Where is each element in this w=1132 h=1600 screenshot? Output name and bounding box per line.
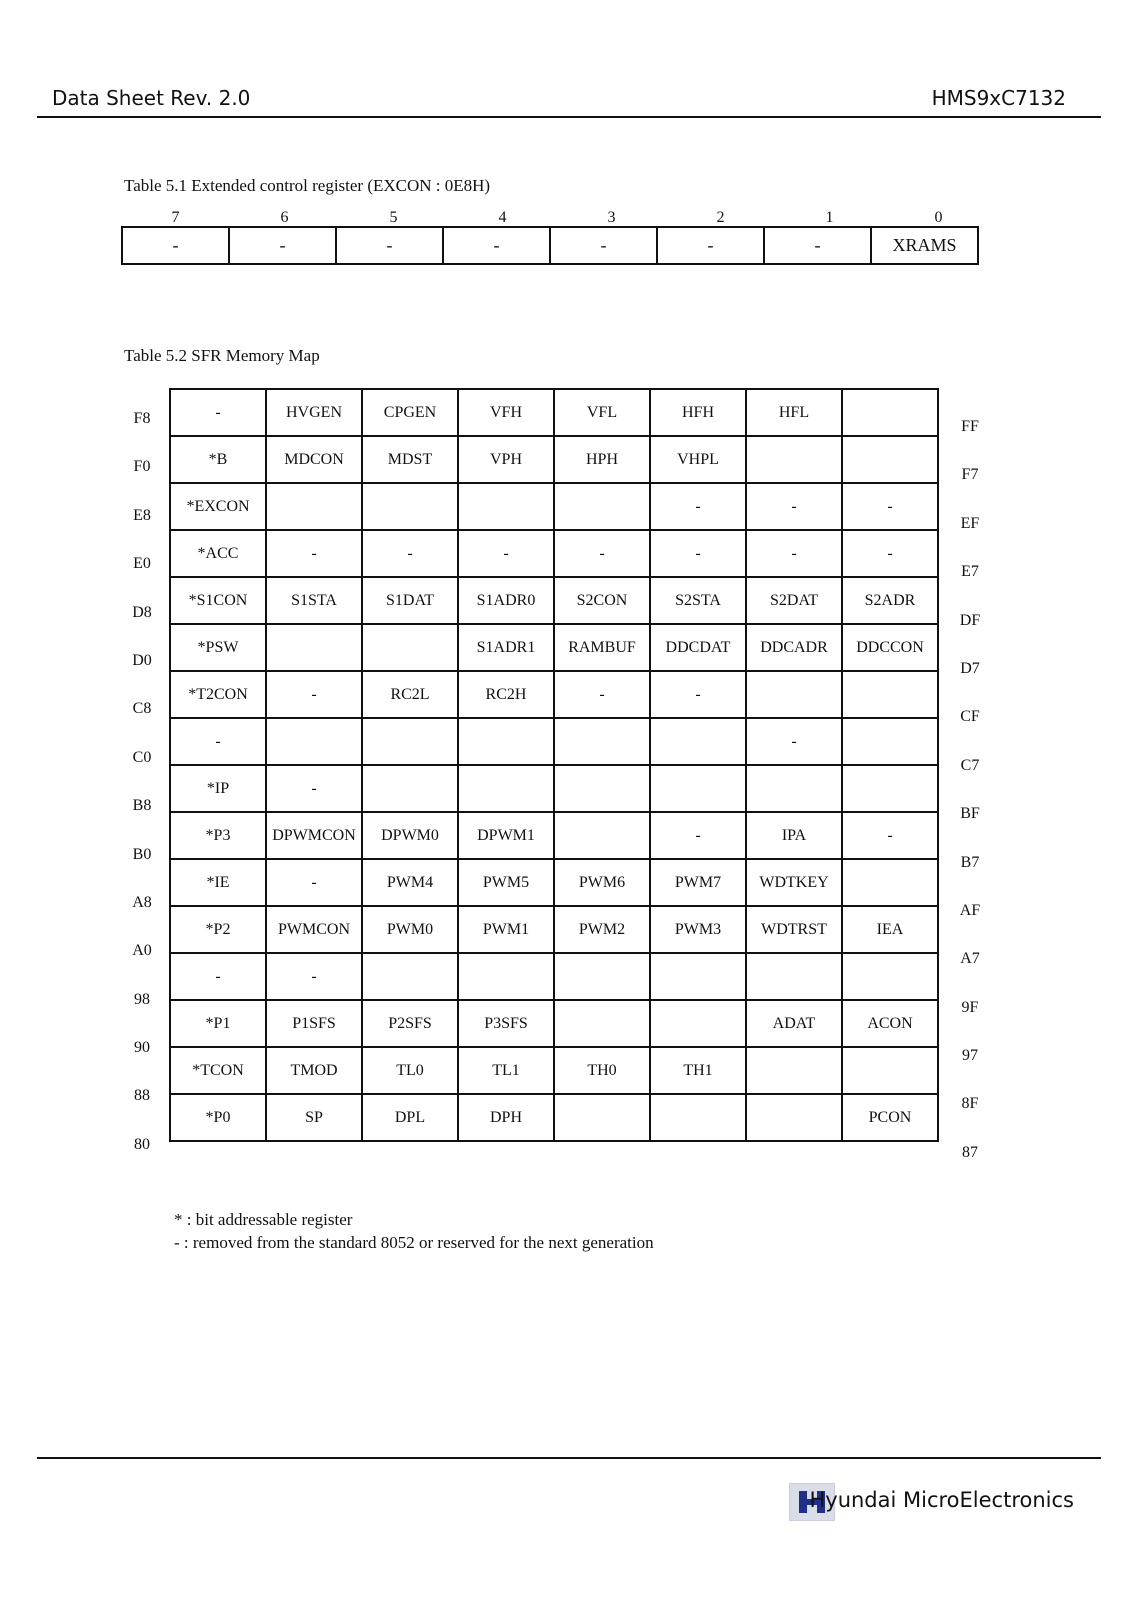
- sfr-cell: [362, 624, 458, 671]
- sfr-cell: -: [842, 483, 938, 530]
- sfr-cell: -: [266, 671, 362, 718]
- sfr-cell: S2CON: [554, 577, 650, 624]
- sfr-cell: [650, 718, 746, 765]
- sfr-cell: TH1: [650, 1047, 746, 1094]
- row-start-address: A8: [132, 893, 152, 911]
- row-end-address: B7: [960, 853, 980, 871]
- sfr-cell: MDCON: [266, 436, 362, 483]
- sfr-cell: PWM3: [650, 906, 746, 953]
- table-row: [170, 436, 938, 483]
- sfr-cell: HVGEN: [266, 389, 362, 436]
- table-row: [170, 906, 938, 953]
- sfr-cell: -: [170, 953, 266, 1000]
- footer-divider: [37, 1457, 1101, 1459]
- sfr-cell: [362, 483, 458, 530]
- sfr-cell: VFL: [554, 389, 650, 436]
- sfr-cell: TH0: [554, 1047, 650, 1094]
- row-start-address: E8: [133, 506, 151, 524]
- row-end-address: AF: [959, 901, 981, 919]
- table-5-2-sfr-memory-map: [169, 388, 939, 1142]
- sfr-cell: [746, 953, 842, 1000]
- sfr-cell: [746, 1094, 842, 1141]
- bit-cell: -: [229, 227, 336, 264]
- sfr-cell: -: [842, 530, 938, 577]
- sfr-cell: DPWM0: [362, 812, 458, 859]
- sfr-cell: [458, 718, 554, 765]
- sfr-cell: [458, 483, 554, 530]
- row-end-address: E7: [961, 563, 979, 581]
- sfr-cell: P2SFS: [362, 1000, 458, 1047]
- sfr-cell: S2ADR: [842, 577, 938, 624]
- sfr-cell: [266, 624, 362, 671]
- bit-cell: XRAMS: [871, 227, 978, 264]
- table-row: [170, 577, 938, 624]
- sfr-cell: -: [650, 812, 746, 859]
- sfr-cell: IPA: [746, 812, 842, 859]
- bit-number-label: 7: [171, 209, 180, 226]
- sfr-cell: -: [458, 530, 554, 577]
- sfr-cell: S1DAT: [362, 577, 458, 624]
- note-bit-addressable: * : bit addressable register: [174, 1210, 353, 1229]
- sfr-cell: P3SFS: [458, 1000, 554, 1047]
- sfr-cell: [842, 765, 938, 812]
- row-end-address: A7: [960, 950, 980, 968]
- sfr-cell: DPWMCON: [266, 812, 362, 859]
- footer-brand-name: Hyundai MicroElectronics: [809, 1488, 1074, 1512]
- bit-number-label: 4: [498, 209, 507, 226]
- table-row: [170, 389, 938, 436]
- sfr-cell: [746, 1047, 842, 1094]
- bit-cell: -: [550, 227, 657, 264]
- sfr-cell: TL1: [458, 1047, 554, 1094]
- sfr-cell: DDCCON: [842, 624, 938, 671]
- sfr-cell: S2DAT: [746, 577, 842, 624]
- row-end-address: FF: [961, 418, 979, 435]
- table-row: [170, 530, 938, 577]
- note-removed-reserved: - : removed from the standard 8052 or reserved for the next generation: [174, 1233, 654, 1252]
- sfr-map-row-start-addresses: [120, 388, 164, 1162]
- sfr-cell: [842, 671, 938, 718]
- sfr-cell: DDCADR: [746, 624, 842, 671]
- sfr-map-row-end-addresses: [948, 388, 992, 1162]
- sfr-cell: RC2L: [362, 671, 458, 718]
- sfr-cell: [554, 812, 650, 859]
- row-start-address: 88: [134, 1087, 150, 1105]
- row-start-address: B8: [132, 797, 152, 815]
- sfr-cell: *EXCON: [170, 483, 266, 530]
- row-start-address: A0: [132, 942, 152, 960]
- sfr-cell: -: [266, 859, 362, 906]
- sfr-cell: *P2: [170, 906, 266, 953]
- sfr-cell: RAMBUF: [554, 624, 650, 671]
- sfr-cell: HFH: [650, 389, 746, 436]
- sfr-cell: -: [746, 718, 842, 765]
- sfr-cell: -: [266, 765, 362, 812]
- sfr-cell: [746, 765, 842, 812]
- row-end-address: EF: [960, 514, 980, 532]
- sfr-cell: ADAT: [746, 1000, 842, 1047]
- sfr-cell: CPGEN: [362, 389, 458, 436]
- sfr-cell: -: [362, 530, 458, 577]
- sfr-cell: [266, 483, 362, 530]
- table-row: [122, 227, 978, 264]
- sfr-cell: VFH: [458, 389, 554, 436]
- row-end-address: BF: [960, 805, 980, 823]
- sfr-cell: [746, 671, 842, 718]
- sfr-cell: *P3: [170, 812, 266, 859]
- sfr-cell: PWM1: [458, 906, 554, 953]
- row-end-address: 8F: [961, 1095, 979, 1113]
- sfr-cell: [554, 765, 650, 812]
- sfr-cell: -: [746, 530, 842, 577]
- table-row: [170, 718, 938, 765]
- sfr-cell: S2STA: [650, 577, 746, 624]
- legend-notes: [174, 1208, 654, 1254]
- header-part-number: HMS9xC7132: [931, 86, 1066, 110]
- bit-number-label: 1: [825, 209, 834, 226]
- sfr-cell: DPH: [458, 1094, 554, 1141]
- sfr-cell: [842, 718, 938, 765]
- table-row: [170, 765, 938, 812]
- table-5-2-caption: Table 5.2 SFR Memory Map: [124, 346, 320, 365]
- sfr-cell: [362, 765, 458, 812]
- bit-cell: -: [122, 227, 229, 264]
- sfr-cell: *S1CON: [170, 577, 266, 624]
- sfr-cell: *TCON: [170, 1047, 266, 1094]
- table-row: [170, 624, 938, 671]
- sfr-cell: *P0: [170, 1094, 266, 1141]
- table-row: [170, 1094, 938, 1141]
- row-start-address: 80: [134, 1135, 150, 1153]
- row-start-address: C8: [132, 700, 152, 718]
- sfr-cell: WDTKEY: [746, 859, 842, 906]
- sfr-cell: *IP: [170, 765, 266, 812]
- sfr-cell: PWM7: [650, 859, 746, 906]
- row-end-address: 87: [962, 1143, 978, 1161]
- sfr-cell: [458, 953, 554, 1000]
- sfr-cell: PWM4: [362, 859, 458, 906]
- row-start-address: F8: [133, 410, 151, 427]
- sfr-cell: [554, 953, 650, 1000]
- sfr-cell: *IE: [170, 859, 266, 906]
- bit-number-label: 2: [716, 209, 725, 226]
- sfr-cell: S1ADR1: [458, 624, 554, 671]
- row-start-address: 98: [134, 990, 150, 1008]
- sfr-cell: [554, 718, 650, 765]
- sfr-cell: P1SFS: [266, 1000, 362, 1047]
- sfr-cell: [362, 718, 458, 765]
- row-start-address: B0: [132, 845, 152, 863]
- sfr-cell: RC2H: [458, 671, 554, 718]
- table-row: [170, 671, 938, 718]
- bit-number-label: 0: [934, 209, 943, 226]
- header-doc-revision: Data Sheet Rev. 2.0: [52, 86, 251, 110]
- sfr-cell: SP: [266, 1094, 362, 1141]
- row-end-address: CF: [960, 708, 980, 726]
- table-row: [170, 859, 938, 906]
- row-start-address: C0: [132, 748, 152, 766]
- sfr-cell: -: [266, 530, 362, 577]
- sfr-cell: [554, 1094, 650, 1141]
- bit-number-label: 3: [607, 209, 616, 226]
- sfr-cell: [554, 1000, 650, 1047]
- sfr-cell: [458, 765, 554, 812]
- sfr-cell: S1ADR0: [458, 577, 554, 624]
- sfr-cell: [842, 859, 938, 906]
- row-end-address: DF: [959, 611, 981, 629]
- sfr-cell: -: [842, 812, 938, 859]
- sfr-cell: *T2CON: [170, 671, 266, 718]
- bit-cell: -: [336, 227, 443, 264]
- table-5-1-caption: Table 5.1 Extended control register (EXCON : 0E8H): [124, 176, 491, 195]
- sfr-cell: [842, 389, 938, 436]
- sfr-cell: TMOD: [266, 1047, 362, 1094]
- sfr-cell: [842, 1047, 938, 1094]
- sfr-cell: [650, 765, 746, 812]
- sfr-cell: PWMCON: [266, 906, 362, 953]
- table-row: [170, 1047, 938, 1094]
- sfr-cell: IEA: [842, 906, 938, 953]
- sfr-cell: MDST: [362, 436, 458, 483]
- sfr-cell: -: [746, 483, 842, 530]
- sfr-cell: TL0: [362, 1047, 458, 1094]
- sfr-cell: -: [650, 530, 746, 577]
- sfr-cell: -: [554, 530, 650, 577]
- table-row: [170, 812, 938, 859]
- row-start-address: D0: [132, 651, 152, 669]
- sfr-cell: PCON: [842, 1094, 938, 1141]
- sfr-cell: -: [170, 718, 266, 765]
- sfr-cell: PWM5: [458, 859, 554, 906]
- sfr-cell: HFL: [746, 389, 842, 436]
- sfr-cell: *ACC: [170, 530, 266, 577]
- sfr-cell: VPH: [458, 436, 554, 483]
- sfr-cell: DPWM1: [458, 812, 554, 859]
- row-start-address: D8: [132, 603, 152, 621]
- table-row: [170, 953, 938, 1000]
- bit-number-label: 6: [280, 209, 289, 226]
- row-end-address: 9F: [961, 998, 979, 1016]
- sfr-cell: DPL: [362, 1094, 458, 1141]
- bit-cell: -: [443, 227, 550, 264]
- row-end-address: 97: [962, 1047, 978, 1065]
- sfr-cell: [650, 1094, 746, 1141]
- sfr-cell: PWM0: [362, 906, 458, 953]
- bit-number-label: 5: [389, 209, 398, 226]
- row-end-address: C7: [960, 756, 980, 774]
- sfr-cell: -: [266, 953, 362, 1000]
- sfr-cell: [650, 1000, 746, 1047]
- sfr-cell: [362, 953, 458, 1000]
- sfr-cell: -: [170, 389, 266, 436]
- sfr-cell: [842, 436, 938, 483]
- sfr-cell: *B: [170, 436, 266, 483]
- row-start-address: F0: [133, 458, 151, 476]
- table-5-1-excon: [121, 226, 979, 265]
- sfr-cell: S1STA: [266, 577, 362, 624]
- row-end-address: F7: [961, 466, 979, 484]
- sfr-cell: HPH: [554, 436, 650, 483]
- sfr-cell: [746, 436, 842, 483]
- sfr-cell: [554, 483, 650, 530]
- sfr-cell: [842, 953, 938, 1000]
- sfr-cell: -: [650, 483, 746, 530]
- row-end-address: D7: [960, 659, 980, 677]
- row-start-address: E0: [133, 555, 151, 573]
- sfr-cell: *P1: [170, 1000, 266, 1047]
- sfr-cell: PWM2: [554, 906, 650, 953]
- sfr-cell: DDCDAT: [650, 624, 746, 671]
- sfr-cell: [266, 718, 362, 765]
- row-start-address: 90: [134, 1039, 150, 1057]
- bit-cell: -: [657, 227, 764, 264]
- sfr-cell: ACON: [842, 1000, 938, 1047]
- header-divider: [37, 116, 1101, 118]
- sfr-cell: [650, 953, 746, 1000]
- sfr-cell: PWM6: [554, 859, 650, 906]
- table-row: [170, 1000, 938, 1047]
- sfr-cell: *PSW: [170, 624, 266, 671]
- table-row: [170, 483, 938, 530]
- sfr-cell: WDTRST: [746, 906, 842, 953]
- sfr-cell: -: [650, 671, 746, 718]
- bit-cell: -: [764, 227, 871, 264]
- table-5-1-bit-numbers: [121, 209, 993, 227]
- sfr-cell: VHPL: [650, 436, 746, 483]
- sfr-cell: -: [554, 671, 650, 718]
